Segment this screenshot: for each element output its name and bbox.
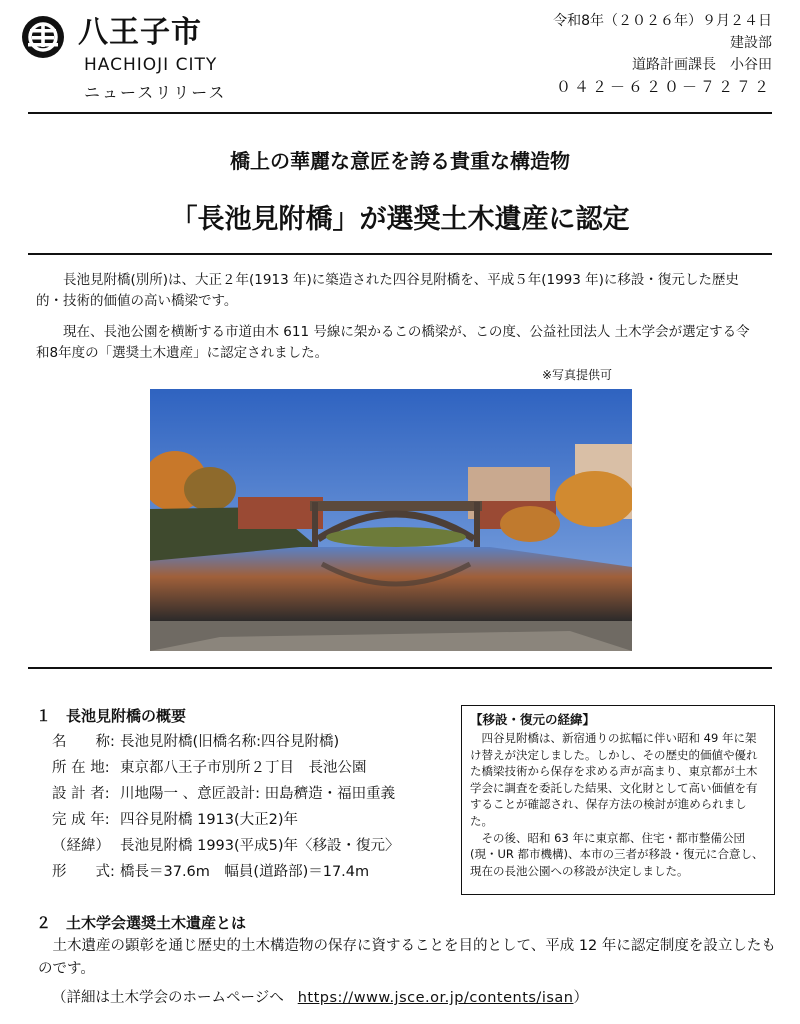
headline-divider <box>28 253 772 255</box>
overview-row-designer <box>52 782 395 803</box>
headline-title: 「長池見附橋」が選奨土木遺産に認定 <box>170 204 630 235</box>
overview-value: 川地陽一 、意匠設計: 田島穧造・福田重義 <box>120 786 396 802</box>
relocation-history-box <box>461 705 775 895</box>
overview-row-type <box>52 860 369 881</box>
overview-label: 所 在 地: <box>52 760 110 776</box>
hachioji-city-emblem-icon <box>20 14 66 60</box>
overview-label: 設 計 者: <box>52 786 110 802</box>
overview-row-completion <box>52 808 298 829</box>
history-box-title: 【移設・復元の経緯】 <box>470 712 596 727</box>
overview-label: （経緯） <box>52 838 110 854</box>
news-release-label: ニュースリリース <box>84 83 227 102</box>
issuer-info <box>553 10 772 98</box>
photo-credit-note: ※写真提供可 <box>542 368 613 382</box>
overview-label: 完 成 年: <box>52 812 110 828</box>
header-divider <box>28 112 772 114</box>
details-suffix: ） <box>573 990 588 1006</box>
details-line <box>52 986 588 1007</box>
overview-label: 形 式: <box>52 864 115 880</box>
overview-label: 名 称: <box>52 734 115 750</box>
overview-value: 橋長＝37.6m 幅員(道路部)＝17.4m <box>120 864 370 880</box>
details-prefix: （詳細は土木学会のホームページへ <box>52 990 284 1006</box>
overview-row-name <box>52 730 339 751</box>
history-paragraph-2: その後、昭和 63 年に東京都、住宅・都市整備公団(現・UR 都市機構)、本市の三者が移設・復元に合意し、現在の長池公園への移設が決定しました。 <box>470 830 764 878</box>
city-name-english: HACHIOJI CITY <box>84 55 218 75</box>
heritage-heading: ２ 土木学会選奨土木遺産とは <box>36 914 247 932</box>
release-date: 令和8年（２０２６年）９月２４日 <box>553 13 772 29</box>
intro-paragraph-1: 長池見附橋(別所)は、大正２年(1913 年)に築造された四谷見附橋を、平成５年(1993 年)に移設・復元した歴史的・技術的価値の高い橋梁です。 <box>36 272 739 309</box>
jsce-link[interactable]: https://www.jsce.or.jp/contents/isan <box>297 990 574 1006</box>
headline-subtitle: 橋上の華麗な意匠を誇る貴重な構造物 <box>230 149 570 173</box>
section-divider <box>28 667 772 669</box>
city-name: 八王子市 <box>78 15 202 50</box>
heritage-description: 土木遺産の顕彰を通じ歴史的土木構造物の保存に資することを目的として、平成 12 年に認定制度を設立したものです。 <box>38 938 776 977</box>
overview-value: 東京都八王子市別所２丁目 長池公園 <box>120 760 367 776</box>
bridge-photo <box>150 389 632 651</box>
overview-value: 長池見附橋 1993(平成5)年〈移設・復元〉 <box>120 838 400 854</box>
intro-paragraph-2: 現在、長池公園を横断する市道由木 611 号線に架かるこの橋梁が、この度、公益社団法人 土木学会が選定する令和8年度の「選奨土木遺産」に認定されました。 <box>36 324 750 361</box>
history-paragraph-1: 四谷見附橋は、新宿通りの拡幅に伴い昭和 49 年に架け替えが決定しました。しかし、その歴史的価値や優れた橋梁技術から保存を求める声が高まり、東京都が土木学会に調査を委託した結果、文化財として高い価値を有することが確認され、保存方法の検討が進められました。 <box>470 731 758 828</box>
contact-phone: ０４２－６２０－７２７２ <box>555 78 772 96</box>
overview-heading: １ 長池見附橋の概要 <box>36 707 187 725</box>
overview-row-history <box>52 834 400 855</box>
overview-value: 四谷見附橋 1913(大正2)年 <box>120 812 299 828</box>
overview-row-location <box>52 756 367 777</box>
contact-person: 道路計画課長 小谷田 <box>632 57 772 73</box>
overview-value: 長池見附橋(旧橋名称:四谷見附橋) <box>120 734 340 750</box>
department: 建設部 <box>730 35 772 51</box>
